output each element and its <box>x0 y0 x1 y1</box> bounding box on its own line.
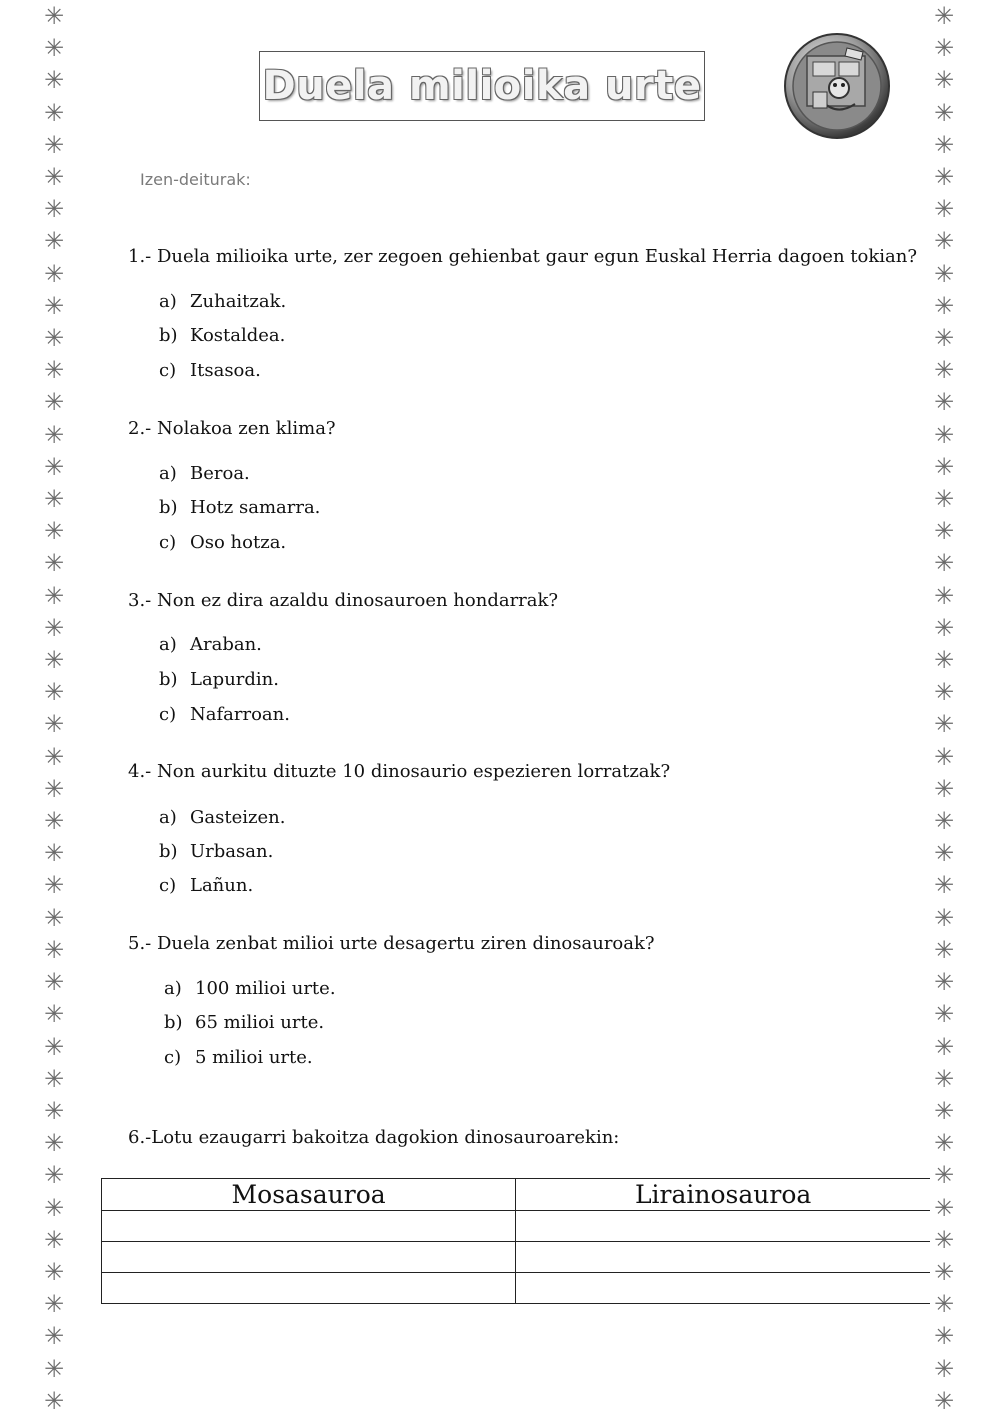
asterisk-flower-icon: ✳ <box>43 2 65 30</box>
option-letter: a) <box>159 463 177 484</box>
asterisk-flower-icon: ✳ <box>43 968 65 997</box>
asterisk-flower-icon: ✳ <box>933 485 955 514</box>
asterisk-flower-icon: ✳ <box>933 678 955 707</box>
asterisk-flower-icon: ✳ <box>933 291 955 320</box>
question-3-option-c[interactable] <box>159 704 290 725</box>
question-6: 6.-Lotu ezaugarri bakoitza dagokion dinosauroarekin: <box>128 1127 620 1148</box>
asterisk-flower-icon: ✳ <box>933 259 955 288</box>
asterisk-flower-icon: ✳ <box>43 935 65 964</box>
asterisk-flower-icon: ✳ <box>43 1193 65 1222</box>
asterisk-flower-icon: ✳ <box>933 98 955 127</box>
asterisk-flower-icon: ✳ <box>43 452 65 481</box>
option-text: 65 milioi urte. <box>195 1012 325 1033</box>
answer-cell[interactable] <box>516 1273 930 1304</box>
question-2-option-a[interactable] <box>159 463 250 484</box>
left-border-ornament <box>41 0 67 1413</box>
asterisk-flower-icon: ✳ <box>43 98 65 127</box>
question-5-option-c[interactable] <box>164 1047 313 1068</box>
asterisk-flower-icon: ✳ <box>43 34 65 63</box>
asterisk-flower-icon: ✳ <box>43 1354 65 1383</box>
table-header-lirainosauroa: Lirainosauroa <box>516 1179 930 1211</box>
asterisk-flower-icon: ✳ <box>933 452 955 481</box>
matching-table <box>101 1178 930 1304</box>
asterisk-flower-icon: ✳ <box>43 420 65 449</box>
question-1-option-b[interactable] <box>159 325 285 346</box>
name-field-label: Izen-deiturak: <box>140 170 251 189</box>
asterisk-flower-icon: ✳ <box>933 1129 955 1158</box>
option-letter: b) <box>164 1012 183 1033</box>
asterisk-flower-icon: ✳ <box>933 1161 955 1190</box>
asterisk-flower-icon: ✳ <box>933 646 955 675</box>
answer-cell[interactable] <box>516 1211 930 1242</box>
asterisk-flower-icon: ✳ <box>933 1322 955 1351</box>
option-text: Hotz samarra. <box>190 497 321 518</box>
answer-cell[interactable] <box>102 1273 516 1304</box>
asterisk-flower-icon: ✳ <box>933 163 955 192</box>
option-letter: c) <box>164 1047 182 1068</box>
asterisk-flower-icon: ✳ <box>933 1032 955 1061</box>
asterisk-flower-icon: ✳ <box>933 388 955 417</box>
asterisk-flower-icon: ✳ <box>933 871 955 900</box>
option-letter: b) <box>159 325 178 346</box>
question-4-option-a[interactable] <box>159 807 285 828</box>
asterisk-flower-icon: ✳ <box>43 291 65 320</box>
option-text: Lapurdin. <box>190 669 279 690</box>
asterisk-flower-icon: ✳ <box>933 710 955 739</box>
question-2-option-c[interactable] <box>159 532 286 553</box>
answer-cell[interactable] <box>102 1211 516 1242</box>
asterisk-flower-icon: ✳ <box>933 420 955 449</box>
asterisk-flower-icon: ✳ <box>933 1096 955 1125</box>
asterisk-flower-icon: ✳ <box>43 1386 65 1413</box>
option-text: 5 milioi urte. <box>195 1047 313 1068</box>
option-text: Zuhaitzak. <box>190 291 287 312</box>
option-text: Gasteizen. <box>190 807 286 828</box>
asterisk-flower-icon: ✳ <box>43 903 65 932</box>
asterisk-flower-icon: ✳ <box>933 1064 955 1093</box>
asterisk-flower-icon: ✳ <box>933 1290 955 1319</box>
asterisk-flower-icon: ✳ <box>933 195 955 224</box>
asterisk-flower-icon: ✳ <box>933 324 955 353</box>
question-1-option-c[interactable] <box>159 360 261 381</box>
asterisk-flower-icon: ✳ <box>933 935 955 964</box>
option-text: Araban. <box>190 634 262 655</box>
question-2-option-b[interactable] <box>159 497 320 518</box>
option-text: Urbasan. <box>190 841 274 862</box>
asterisk-flower-icon: ✳ <box>43 517 65 546</box>
asterisk-flower-icon: ✳ <box>933 227 955 256</box>
asterisk-flower-icon: ✳ <box>43 807 65 836</box>
asterisk-flower-icon: ✳ <box>43 839 65 868</box>
asterisk-flower-icon: ✳ <box>43 324 65 353</box>
title-box <box>259 51 705 121</box>
asterisk-flower-icon: ✳ <box>933 968 955 997</box>
option-letter: c) <box>159 532 177 553</box>
asterisk-flower-icon: ✳ <box>933 807 955 836</box>
question-1-option-a[interactable] <box>159 291 286 312</box>
asterisk-flower-icon: ✳ <box>43 1290 65 1319</box>
asterisk-flower-icon: ✳ <box>43 388 65 417</box>
page-title: Duela milioika urte <box>262 63 702 109</box>
asterisk-flower-icon: ✳ <box>43 742 65 771</box>
option-text: Oso hotza. <box>190 532 287 553</box>
option-letter: c) <box>159 704 177 725</box>
answer-cell[interactable] <box>102 1242 516 1273</box>
question-2: 2.- Nolakoa zen klima? <box>128 418 336 439</box>
asterisk-flower-icon: ✳ <box>933 1257 955 1286</box>
asterisk-flower-icon: ✳ <box>933 549 955 578</box>
asterisk-flower-icon: ✳ <box>43 1000 65 1029</box>
question-5-option-b[interactable] <box>164 1012 324 1033</box>
asterisk-flower-icon: ✳ <box>43 581 65 610</box>
asterisk-flower-icon: ✳ <box>43 66 65 95</box>
option-letter: b) <box>159 669 178 690</box>
asterisk-flower-icon: ✳ <box>43 1322 65 1351</box>
asterisk-flower-icon: ✳ <box>933 774 955 803</box>
option-text: 100 milioi urte. <box>195 978 336 999</box>
answer-cell[interactable] <box>516 1242 930 1273</box>
asterisk-flower-icon: ✳ <box>43 1032 65 1061</box>
option-text: Kostaldea. <box>190 325 286 346</box>
question-4-option-b[interactable] <box>159 841 273 862</box>
option-letter: a) <box>159 634 177 655</box>
asterisk-flower-icon: ✳ <box>43 485 65 514</box>
asterisk-flower-icon: ✳ <box>933 34 955 63</box>
table-header-mosasauroa: Mosasauroa <box>102 1179 516 1211</box>
question-4-option-c[interactable] <box>159 875 253 896</box>
asterisk-flower-icon: ✳ <box>43 130 65 159</box>
asterisk-flower-icon: ✳ <box>43 227 65 256</box>
asterisk-flower-icon: ✳ <box>933 1225 955 1254</box>
option-letter: c) <box>159 875 177 896</box>
asterisk-flower-icon: ✳ <box>43 195 65 224</box>
asterisk-flower-icon: ✳ <box>933 1386 955 1413</box>
table-row <box>102 1242 931 1273</box>
asterisk-flower-icon: ✳ <box>933 2 955 30</box>
asterisk-flower-icon: ✳ <box>933 1354 955 1383</box>
table-row <box>102 1273 931 1304</box>
right-border-ornament <box>931 0 957 1413</box>
option-letter: b) <box>159 841 178 862</box>
asterisk-flower-icon: ✳ <box>43 1129 65 1158</box>
question-3-option-b[interactable] <box>159 669 279 690</box>
asterisk-flower-icon: ✳ <box>43 1064 65 1093</box>
asterisk-flower-icon: ✳ <box>43 1161 65 1190</box>
question-1: 1.- Duela milioika urte, zer zegoen gehienbat gaur egun Euskal Herria dagoen tokian? <box>128 246 917 267</box>
asterisk-flower-icon: ✳ <box>933 517 955 546</box>
magnifier-logo-icon <box>783 32 891 140</box>
option-letter: a) <box>159 291 177 312</box>
asterisk-flower-icon: ✳ <box>933 613 955 642</box>
option-text: Beroa. <box>190 463 250 484</box>
question-3-option-a[interactable] <box>159 634 262 655</box>
option-letter: c) <box>159 360 177 381</box>
asterisk-flower-icon: ✳ <box>933 1193 955 1222</box>
asterisk-flower-icon: ✳ <box>43 646 65 675</box>
asterisk-flower-icon: ✳ <box>43 871 65 900</box>
asterisk-flower-icon: ✳ <box>933 903 955 932</box>
option-text: Nafarroan. <box>190 704 290 725</box>
asterisk-flower-icon: ✳ <box>43 710 65 739</box>
asterisk-flower-icon: ✳ <box>933 130 955 159</box>
asterisk-flower-icon: ✳ <box>933 356 955 385</box>
asterisk-flower-icon: ✳ <box>43 549 65 578</box>
question-4: 4.- Non aurkitu dituzte 10 dinosaurio espezieren lorratzak? <box>128 761 671 782</box>
asterisk-flower-icon: ✳ <box>43 613 65 642</box>
asterisk-flower-icon: ✳ <box>43 259 65 288</box>
asterisk-flower-icon: ✳ <box>43 1225 65 1254</box>
asterisk-flower-icon: ✳ <box>43 163 65 192</box>
option-text: Lañun. <box>190 875 254 896</box>
asterisk-flower-icon: ✳ <box>43 1257 65 1286</box>
asterisk-flower-icon: ✳ <box>933 581 955 610</box>
table-row <box>102 1211 931 1242</box>
question-3: 3.- Non ez dira azaldu dinosauroen hondarrak? <box>128 590 559 611</box>
asterisk-flower-icon: ✳ <box>933 839 955 868</box>
asterisk-flower-icon: ✳ <box>43 774 65 803</box>
option-letter: a) <box>164 978 182 999</box>
asterisk-flower-icon: ✳ <box>43 1096 65 1125</box>
question-5-option-a[interactable] <box>164 978 336 999</box>
asterisk-flower-icon: ✳ <box>933 742 955 771</box>
asterisk-flower-icon: ✳ <box>43 356 65 385</box>
asterisk-flower-icon: ✳ <box>933 66 955 95</box>
asterisk-flower-icon: ✳ <box>43 678 65 707</box>
question-5: 5.- Duela zenbat milioi urte desagertu ziren dinosauroak? <box>128 933 655 954</box>
option-letter: a) <box>159 807 177 828</box>
option-letter: b) <box>159 497 178 518</box>
option-text: Itsasoa. <box>190 360 261 381</box>
asterisk-flower-icon: ✳ <box>933 1000 955 1029</box>
